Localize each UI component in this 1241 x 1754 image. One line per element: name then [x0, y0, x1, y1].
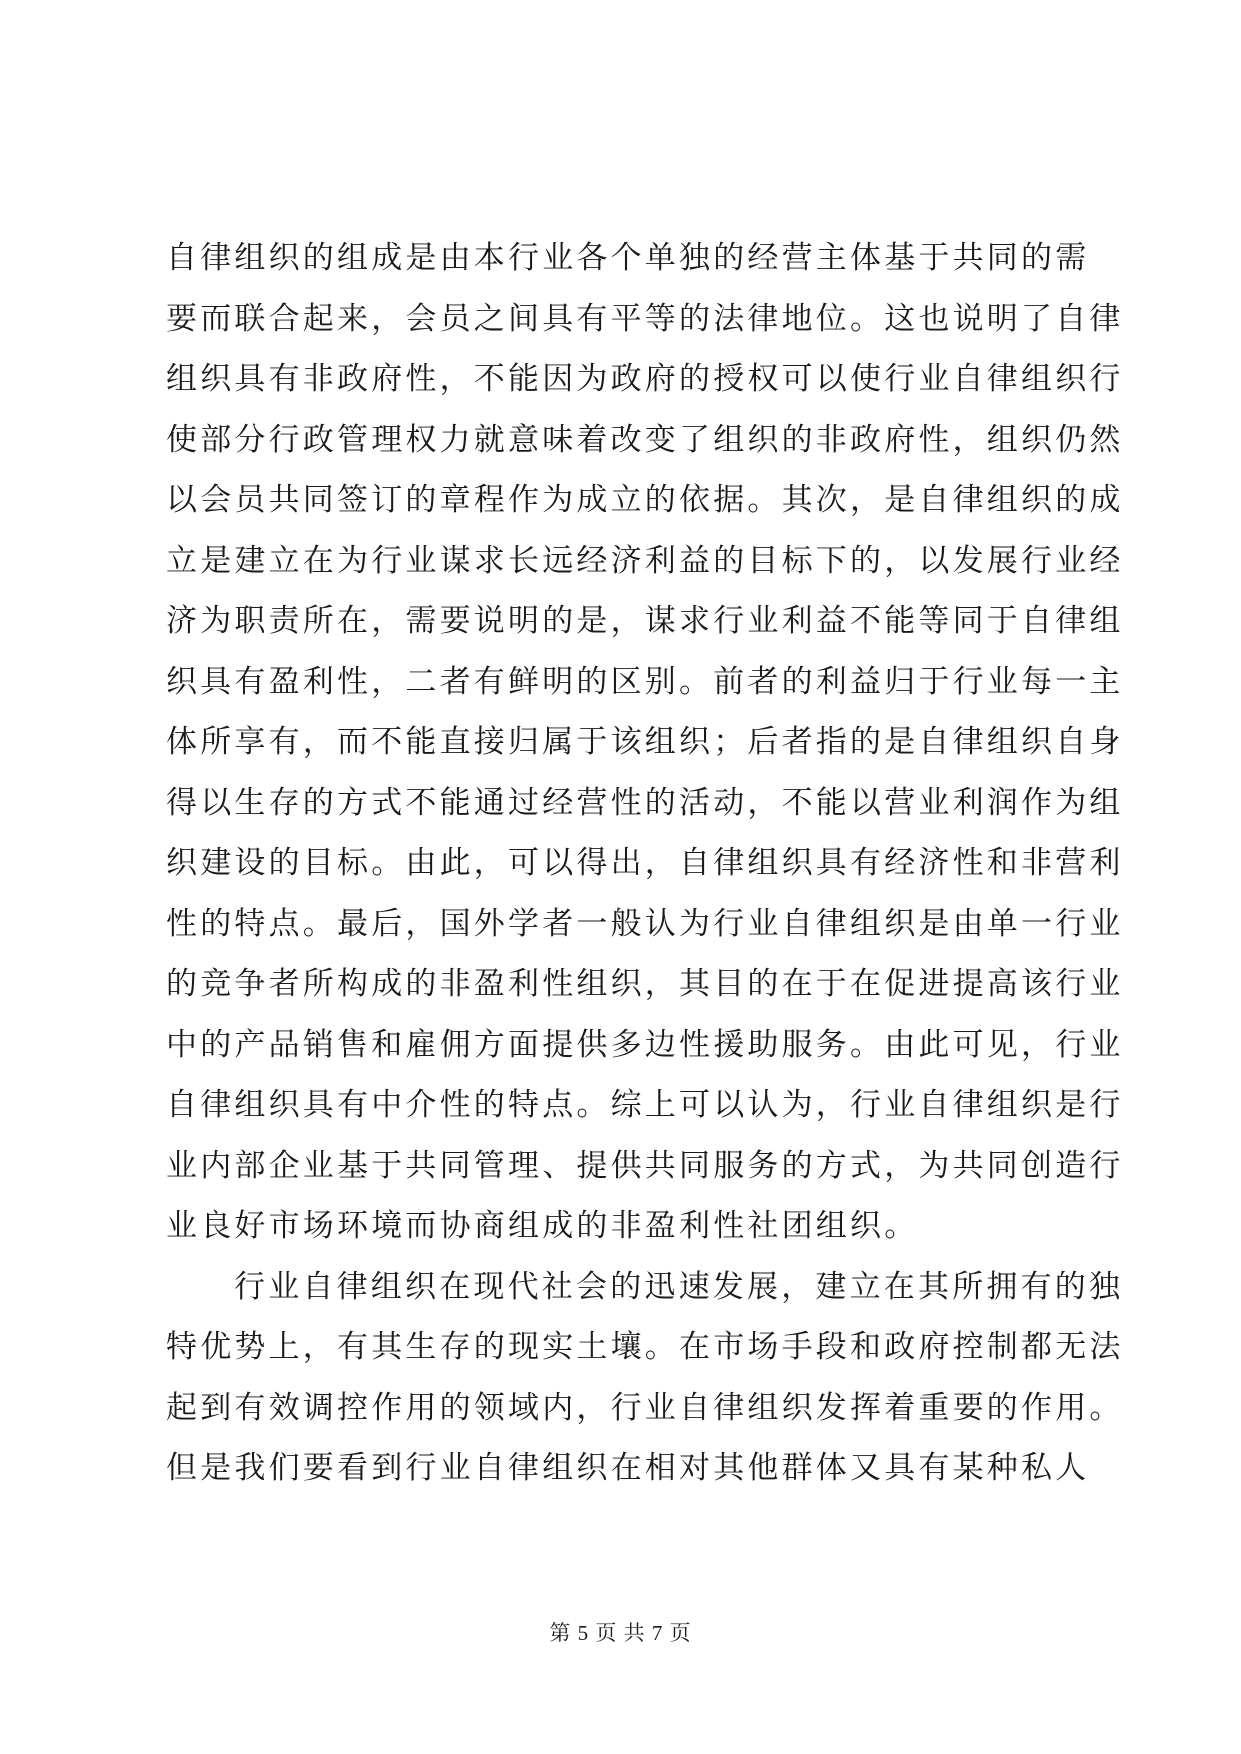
text-line: 体所享有，而不能直接归属于该组织；后者指的是自律组织自身: [166, 724, 1124, 760]
text-line: 得以生存的方式不能通过经营性的活动，不能以营业利润作为组: [166, 784, 1124, 821]
text-line: 济为职责所在，需要说明的是，谋求行业利益不能等同于自律组: [166, 603, 1124, 639]
text-line: 织具有盈利性，二者有鲜明的区别。前者的利益归于行业每一主: [166, 663, 1124, 700]
text-line: 立是建立在为行业谋求长远经济利益的目标下的，以发展行业经: [166, 542, 1124, 579]
text-line: 特优势上，有其生存的现实土壤。在市场手段和政府控制都无法: [166, 1329, 1124, 1365]
text-line: 中的产品销售和雇佣方面提供多边性援助服务。由此可见，行业: [166, 1026, 1124, 1063]
text-line: 要而联合起来，会员之间具有平等的法律地位。这也说明了自律: [166, 300, 1124, 337]
text-line: 性的特点。最后，国外学者一般认为行业自律组织是由单一行业: [166, 905, 1124, 942]
text-line: 组织具有非政府性，不能因为政府的授权可以使行业自律组织行: [166, 361, 1124, 397]
text-line: 以会员共同签订的章程作为成立的依据。其次，是自律组织的成: [166, 482, 1124, 518]
page-number-footer: 第 5 页 共 7 页: [549, 1621, 692, 1645]
text-line: 使部分行政管理权力就意味着改变了组织的非政府性，组织仍然: [166, 421, 1124, 458]
text-line: 织建设的目标。由此，可以得出，自律组织具有经济性和非营利: [166, 845, 1124, 881]
text-line: 自律组织的组成是由本行业各个单独的经营主体基于共同的需: [166, 240, 1090, 276]
body-text: [166, 228, 1124, 1499]
text-line: 起到有效调控作用的领域内，行业自律组织发挥着重要的作用。: [166, 1389, 1124, 1426]
text-line: 但是我们要看到行业自律组织在相对其他群体又具有某种私人: [166, 1450, 1090, 1486]
text-line: 业良好市场环境而协商组成的非盈利性社团组织。: [166, 1208, 919, 1244]
text-line: 行业自律组织在现代社会的迅速发展，建立在其所拥有的独: [234, 1268, 1124, 1305]
text-line: 的竞争者所构成的非盈利性组织，其目的在于在促进提高该行业: [166, 966, 1124, 1002]
text-line: 自律组织具有中介性的特点。综上可以认为，行业自律组织是行: [166, 1087, 1124, 1123]
text-line: 业内部企业基于共同管理、提供共同服务的方式，为共同创造行: [166, 1147, 1124, 1184]
